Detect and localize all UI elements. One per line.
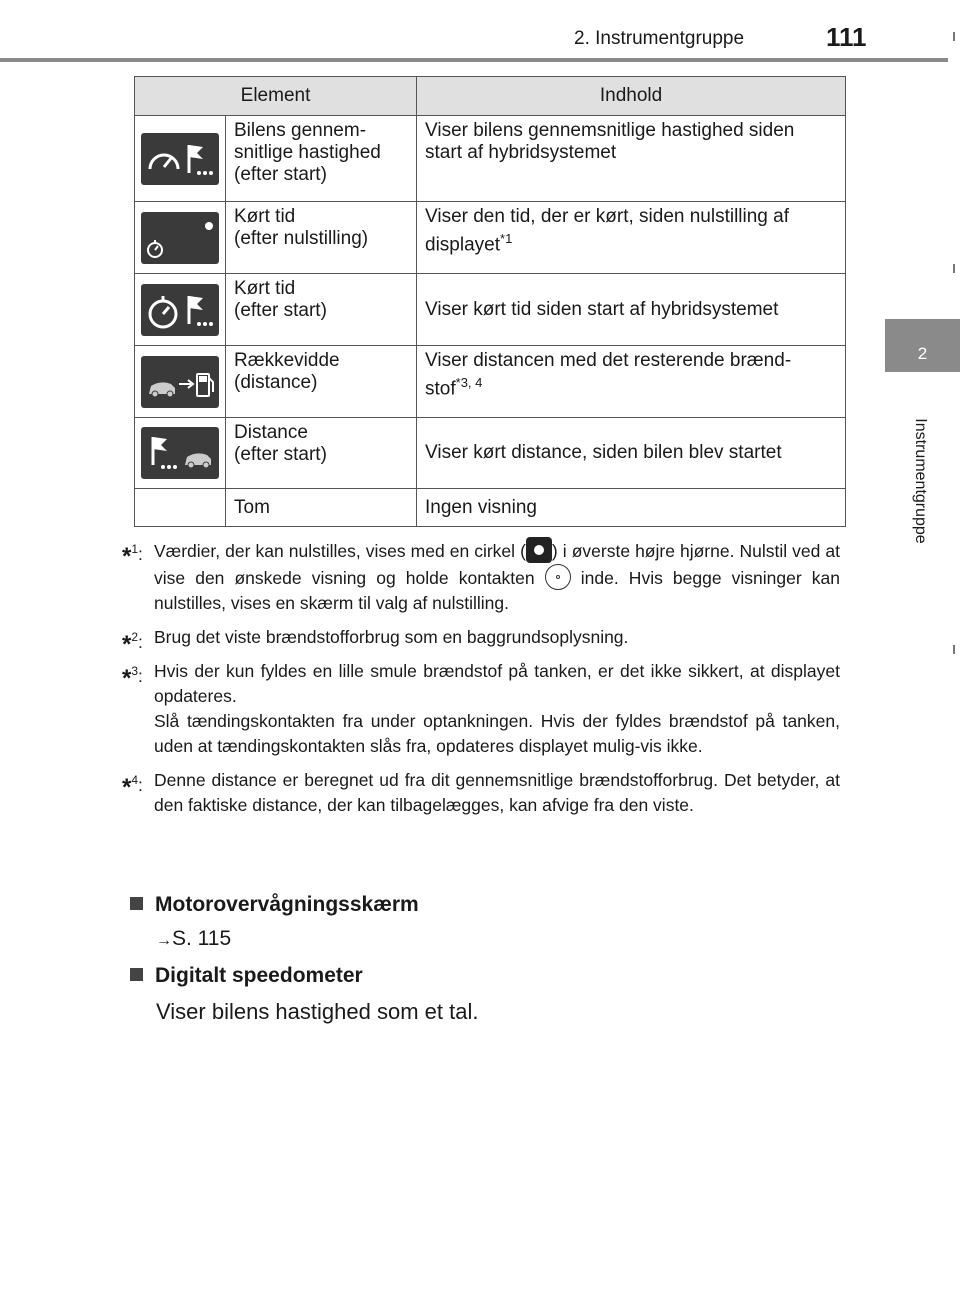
chapter-number: 2 <box>917 344 928 363</box>
square-bullet-icon <box>130 968 143 981</box>
crop-mark <box>953 645 955 654</box>
table-row <box>135 346 846 418</box>
element-cell: Bilens gennem- snitlige hastighed (efter start) <box>226 116 417 202</box>
stopwatch-flag-icon <box>141 284 219 336</box>
table-row <box>135 274 846 346</box>
section-title: 2. Instrumentgruppe <box>574 28 745 49</box>
table-row <box>135 116 846 202</box>
average-speed-flag-icon <box>141 133 219 185</box>
content-cell: Viser distancen med det resterende brænd- stof$^{*3, 4}$ <box>417 346 846 418</box>
arrow-right-icon: → <box>156 932 172 949</box>
header-element: Element <box>135 77 417 116</box>
element-cell: Rækkevidde (distance) <box>226 346 417 418</box>
display-items-table <box>134 76 846 527</box>
content-cell: Viser bilens gennemsnitlige hastighed siden start af hybridsystemet <box>417 116 846 202</box>
element-cell: Distance (efter start) <box>226 418 417 489</box>
empty-icon-cell <box>135 489 226 527</box>
table-header-row <box>135 77 846 116</box>
content-cell: Viser kørt distance, siden bilen blev startet <box>417 418 846 489</box>
crop-mark <box>953 32 955 41</box>
footnote-3: *$^3$: Hvis der kun fyldes en lille smule brændstof på tanken, er det ikke sikkert, at displayet opdateres. Slå tændingskontakten fra under optankningen. Hvis der fyldes brændstof på tanken, uden at tændingskontakten slås fra, opdateres displayet mulig-vis ikke. <box>122 661 840 756</box>
header-content: Indhold <box>417 77 846 116</box>
footnotes <box>118 537 840 827</box>
table-row <box>135 418 846 489</box>
element-cell: Kørt tid (efter nulstilling) <box>226 202 417 274</box>
header-rule <box>0 58 948 62</box>
footnote-4: *$^4$: Denne distance er beregnet ud fra dit gennemsnitlige brændstofforbrug. Det betyder, at den faktiske distance, der kan tilbagelægges, kan afvige fra den viste. <box>122 770 840 815</box>
reset-circle-indicator-icon <box>526 537 552 563</box>
page-reference[interactable]: →S. 115 <box>156 927 232 950</box>
heading-digital-speedometer: Digitalt speedometer <box>130 964 363 988</box>
stopwatch-reset-icon <box>141 212 219 264</box>
flag-car-distance-icon <box>141 427 219 479</box>
element-cell: Kørt tid (efter start) <box>226 274 417 346</box>
table-row <box>135 202 846 274</box>
chapter-tab <box>885 319 960 372</box>
content-cell: Viser den tid, der er kørt, siden nulstilling af displayet$^{*1}$ <box>417 202 846 274</box>
steering-switch-icon <box>545 564 571 590</box>
square-bullet-icon <box>130 897 143 910</box>
footnote-1: *$^1$: Værdier, der kan nulstilles, vises med en cirkel ( ) i øverste højre hjørne. Nulstil ved at vise den ønskede visning og holde kontakten inde. Hvis begge visninger kan nulstilles, vises en skærm til valg af nulstilling. <box>118 537 840 616</box>
table-row <box>135 489 846 527</box>
chapter-side-label: Instrumentgruppe <box>912 418 929 544</box>
car-fuel-range-icon <box>141 356 219 408</box>
element-cell: Tom <box>226 489 417 527</box>
content-cell: Viser kørt tid siden start af hybridsystemet <box>417 274 846 346</box>
page-header <box>0 0 960 62</box>
content-cell: Ingen visning <box>417 489 846 527</box>
crop-mark <box>953 264 955 273</box>
page-number: 111 <box>826 22 867 52</box>
digital-speedometer-text: Viser bilens hastighed som et tal. <box>156 999 479 1024</box>
footnote-2: *$^2$: Brug det viste brændstofforbrug som en baggrundsoplysning. <box>122 627 629 658</box>
heading-engine-monitor: Motorovervågningsskærm <box>130 893 419 917</box>
